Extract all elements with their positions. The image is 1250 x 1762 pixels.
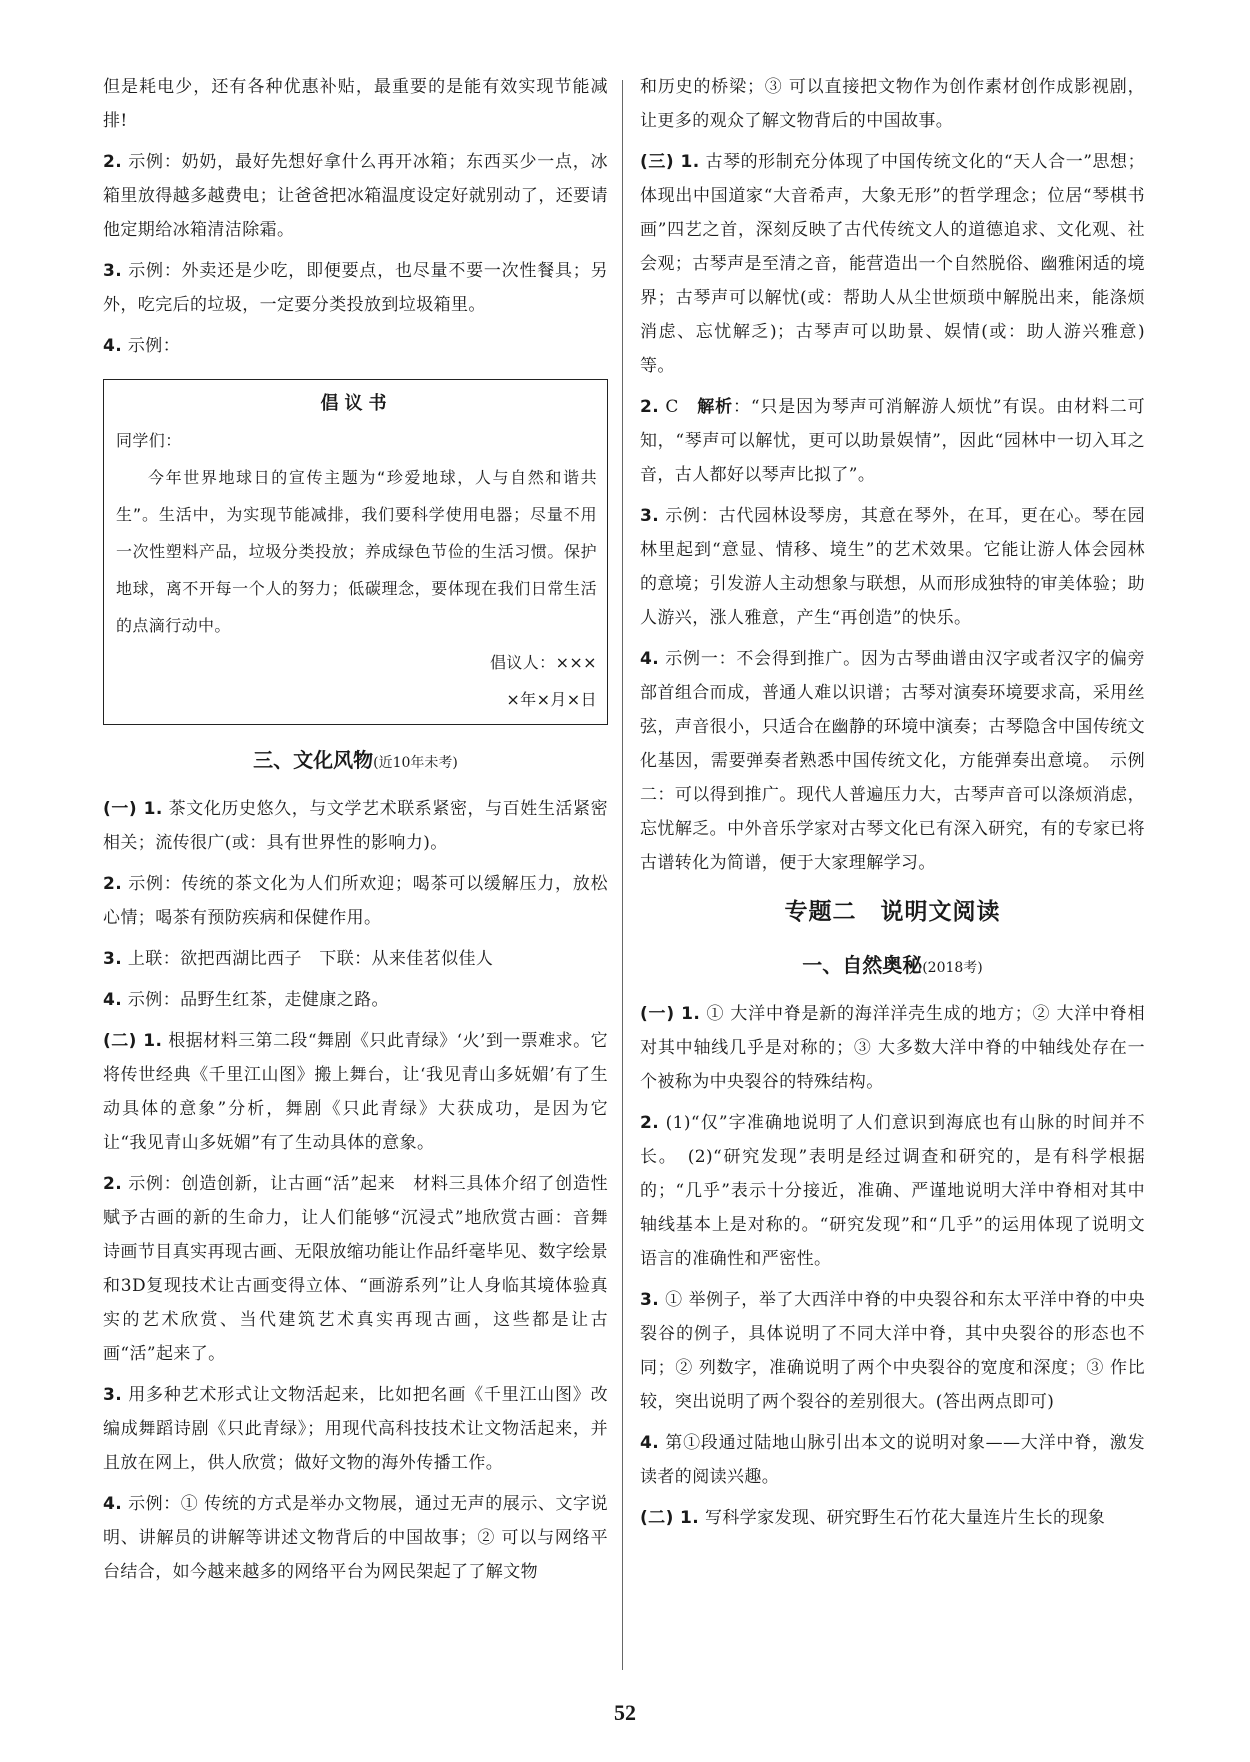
answer-item: 2. 示例：奶奶，最好先想好拿什么再开冰箱；东西买少一点，冰箱里放得越多越费电；让爸爸把冰箱温度设定好就别动了，还要请他定期给冰箱清洁除霜。: [103, 152, 608, 240]
answer-item: 3. ① 举例子，举了大西洋中脊的中央裂谷和东太平洋中脊的中央裂谷的例子，具体说明了不同大洋中脊，其中央裂谷的形态也不同；② 列数字，准确说明了两个中央裂谷的宽度和深度；③ 作比较，突出说明了两个裂谷的差别很大。(答出两点即可): [640, 1290, 1145, 1412]
answer-item: 4. 第①段通过陆地山脉引出本文的说明对象——大洋中脊，激发读者的阅读兴趣。: [640, 1433, 1145, 1487]
proposal-greeting: 同学们：: [116, 431, 182, 450]
proposal-date: ×年×月×日: [506, 690, 597, 709]
proposal-box: [103, 379, 608, 725]
answer-item: (二) 1. 写科学家发现、研究野生石竹花大量连片生长的现象: [640, 1508, 1106, 1528]
answer-item: 4. 示例：: [103, 336, 181, 356]
proposal-title: 倡议书: [320, 393, 393, 414]
section-heading: 三、文化风物(近10年未考): [253, 748, 458, 772]
paragraph: 和历史的桥梁；③ 可以直接把文物作为创作素材创作成影视剧，让更多的观众了解文物背后的中国故事。: [640, 77, 1145, 131]
answer-item: 2. 示例：传统的茶文化为人们所欢迎；喝茶可以缓解压力，放松心情；喝茶有预防疾病和保健作用。: [103, 874, 608, 928]
answer-item: 2. 示例：创造创新，让古画“活”起来 材料三具体介绍了创造性赋予古画的新的生命力，让人们能够“沉浸式”地欣赏古画：音舞诗画节目真实再现古画、无限放缩功能让作品纤毫毕见、数字绘景和3D复现技术让古画变得立体、“画游系列”让人身临其境体验真实的艺术欣赏、当代建筑艺术真实再现古画，这些都是让古画“活”起来了。: [103, 1174, 608, 1364]
answer-item: 3. 示例：外卖还是少吃，即便要点，也尽量不要一次性餐具；另外，吃完后的垃圾，一定要分类投放到垃圾箱里。: [103, 261, 608, 315]
right-column: [640, 70, 1145, 1542]
answer-item: (一) 1. 茶文化历史悠久，与文学艺术联系紧密，与百姓生活紧密相关；流传很广(或：具有世界性的影响力)。: [103, 799, 608, 853]
answer-item: 3. 上联：欲把西湖比西子 下联：从来佳茗似佳人: [103, 949, 494, 969]
left-column: [103, 70, 608, 1596]
answer-item: 3. 用多种艺术形式让文物活起来，比如把名画《千里江山图》改编成舞蹈诗剧《只此青绿》；用现代高科技技术让文物活起来，并且放在网上，供人欣赏；做好文物的海外传播工作。: [103, 1385, 608, 1473]
page-number: 52: [614, 1700, 636, 1725]
proposal-body: 今年世界地球日的宣传主题为“珍爱地球，人与自然和谐共生”。生活中，为实现节能减排，我们要科学使用电器；尽量不用一次性塑料产品，垃圾分类投放；养成绿色节俭的生活习惯。保护地球，离不开每一个人的努力；低碳理念，要体现在我们日常生活的点滴行动中。: [116, 468, 597, 635]
answer-item: 2. C 解析：“只是因为琴声可消解游人烦忧”有误。由材料二可知，“琴声可以解忧，更可以助景娱情”，因此“园林中一切入耳之音，古人都好以琴声比拟了”。: [640, 397, 1145, 485]
column-divider: [622, 80, 623, 1670]
answer-item: 3. 示例：古代园林设琴房，其意在琴外，在耳，更在心。琴在园林里起到“意显、情移、境生”的艺术效果。它能让游人体会园林的意境；引发游人主动想象与联想，从而形成独特的审美体验；助人游兴，涨人雅意，产生“再创造”的快乐。: [640, 506, 1145, 628]
topic-heading: 专题二 说明文阅读: [784, 899, 1001, 925]
answer-item: (一) 1. ① 大洋中脊是新的海洋洋壳生成的地方；② 大洋中脊相对其中轴线几乎是对称的；③ 大多数大洋中脊的中轴线处存在一个被称为中央裂谷的特殊结构。: [640, 1004, 1145, 1092]
answer-item: (二) 1. 根据材料三第二段“舞剧《只此青绿》‘火’到一票难求。它将传世经典《千里江山图》搬上舞台，让‘我见青山多妩媚’有了生动具体的意象”分析，舞剧《只此青绿》大获成功，是因为它让“我见青山多妩媚”有了生动具体的意象。: [103, 1031, 608, 1153]
answer-item: 2. (1)“仅”字准确地说明了人们意识到海底也有山脉的时间并不长。 (2)“研究发现”表明是经过调查和研究的，是有科学根据的；“几乎”表示十分接近，准确、严谨地说明大洋中脊相对其中轴线基本上是对称的。“研究发现”和“几乎”的运用体现了说明文语言的准确性和严密性。: [640, 1113, 1146, 1269]
answer-item: (三) 1. 古琴的形制充分体现了中国传统文化的“天人合一”思想；体现出中国道家“大音希声，大象无形”的哲学理念；位居“琴棋书画”四艺之首，深刻反映了古代传统文人的道德追求、文化观、社会观；古琴声是至清之音，能营造出一个自然脱俗、幽雅闲适的境界；古琴声可以解忧(或：帮助人从尘世烦琐中解脱出来，能涤烦消虑、忘忧解乏)；古琴声可以助景、娱情(或：助人游兴雅意)等。: [640, 152, 1145, 376]
answer-item: 4. 示例：品野生红茶，走健康之路。: [103, 990, 389, 1010]
answer-item: 4. 示例一：不会得到推广。因为古琴曲谱由汉字或者汉字的偏旁部首组合而成，普通人难以识谱；古琴对演奏环境要求高，采用丝弦，声音很小，只适合在幽静的环境中演奏；古琴隐含中国传统文化基因，需要弹奏者熟悉中国传统文化，方能弹奏出意境。 示例二：可以得到推广。现代人普遍压力大，古琴声音可以涤烦消虑，忘忧解乏。中外音乐学家对古琴文化已有深入研究，有的专家已将古谱转化为简谱，便于大家理解学习。: [640, 649, 1145, 873]
answer-item: 4. 示例：① 传统的方式是举办文物展，通过无声的展示、文字说明、讲解员的讲解等讲述文物背后的中国故事；② 可以与网络平台结合，如今越来越多的网络平台为网民架起了了解文物: [103, 1494, 608, 1582]
proposal-signer: 倡议人：×××: [489, 653, 597, 672]
paragraph: 但是耗电少，还有各种优惠补贴，最重要的是能有效实现节能减排!: [103, 77, 608, 131]
section-heading: 一、自然奥秘(2018考): [802, 953, 983, 977]
